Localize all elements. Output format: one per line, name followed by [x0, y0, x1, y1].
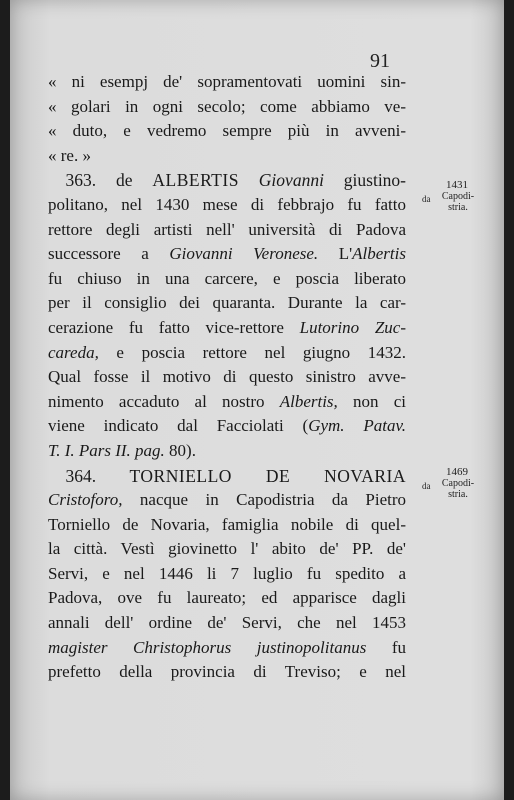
- entry-364-line: annali dell' ordine de' Servi, che nel 1453: [48, 613, 406, 633]
- entry-364-line: Servi, e nel 1446 li 7 luglio fu spedito a: [48, 563, 406, 583]
- page-number: 91: [370, 50, 390, 72]
- entry-surname: ALBERTIS: [152, 170, 239, 191]
- entry-363-line: Qual fosse il motivo di questo sinistro avve-: [48, 367, 406, 387]
- entry-number: 363.: [65, 170, 97, 191]
- entry-363-line: viene indicato dal Facciolati (Gym. Patav.: [48, 416, 406, 436]
- entry-363-line: careda, e poscia rettore nel giugno 1432.: [48, 342, 406, 362]
- margin-place: stria.: [448, 202, 468, 213]
- entry-364-heading-line: [48, 464, 406, 489]
- quote-line: « re. »: [48, 145, 91, 165]
- margin-year: 1431: [446, 179, 468, 191]
- entry-363-heading-line: 363. de ALBERTIS Giovanni giustino-: [65, 170, 407, 191]
- entry-363-line: fu chiuso in una carcere, e poscia liberato: [48, 268, 406, 288]
- margin-year: 1469: [446, 466, 468, 478]
- entry-363-line: rettore degli artisti nell' università di Padova: [48, 219, 406, 239]
- entry-surname: TORNIELLO DE NOVARIA: [129, 465, 406, 486]
- quote-line: « golari in ogni secolo; come abbiamo ve-: [48, 96, 406, 116]
- margin-note-364: [422, 467, 480, 500]
- entry-363-line: per il consiglio dei quaranta. Durante la car-: [48, 293, 406, 313]
- margin-da: da: [422, 481, 431, 491]
- entry-364-line: prefetto della provincia di Treviso; e nel: [48, 662, 406, 682]
- entry-363-line: cerazione fu fatto vice-rettore Lutorino Zuc-: [48, 317, 406, 337]
- book-page: [10, 0, 504, 800]
- entry-364-line: la città. Vestì giovinetto l' abito de' PP. de': [48, 539, 406, 559]
- entry-363-line: politano, nel 1430 mese di febbrajo fu fatto: [48, 194, 406, 214]
- entry-364-line: magister Christophorus justinopolitanus fu: [48, 637, 406, 657]
- margin-note-363: [422, 180, 480, 213]
- entry-number: 364.: [65, 465, 97, 486]
- entry-364-line: Torniello de Novaria, famiglia nobile di quel-: [48, 514, 406, 534]
- page-text: [48, 70, 406, 685]
- entry-364-line: Padova, ove fu laureato; ed apparisce dagli: [48, 588, 406, 608]
- entry-363-line: nimento accaduto al nostro Albertis, non ci: [48, 391, 406, 411]
- quote-line: « ni esempj de' sopramentovati uomini sin-: [48, 72, 406, 91]
- margin-place: Capodi-: [441, 478, 475, 489]
- quote-line: « duto, e vedremo sempre più in avveni-: [48, 121, 406, 141]
- margin-place: Capodi-: [441, 191, 475, 202]
- margin-da: da: [422, 194, 431, 204]
- entry-363-line: successore a Giovanni Veronese. L'Albertis: [48, 244, 406, 264]
- margin-place: stria.: [448, 489, 468, 500]
- entry-363-line: T. I. Pars II. pag. 80).: [48, 440, 196, 460]
- entry-364-line: Cristoforo, nacque in Capodistria da Pietro: [48, 490, 406, 510]
